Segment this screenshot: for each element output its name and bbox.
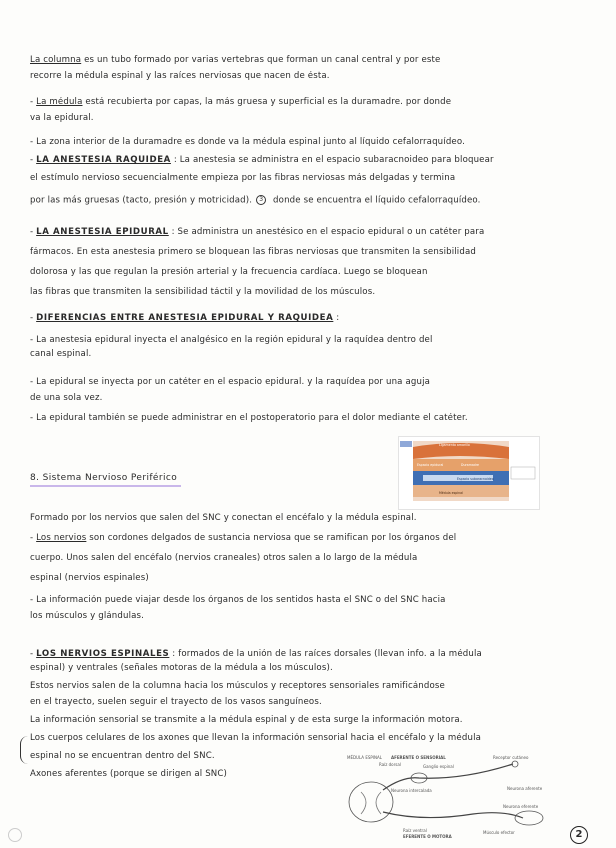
text-line: [30, 137, 586, 148]
text-line: [30, 97, 586, 108]
text-line: [30, 335, 586, 346]
text-segment: son cordones delgados de sustancia nerviosa que se ramifican por los órganos del: [86, 533, 457, 543]
text-line: [30, 173, 586, 184]
text-line: [30, 227, 586, 238]
text-line: [30, 71, 586, 82]
text-segment: espinal) y ventrales (señales motoras de la médula a los músculos).: [30, 663, 333, 673]
text-segment: va la epidural.: [30, 113, 94, 123]
text-line: [30, 553, 586, 564]
spinal-anatomy-illustration: [399, 437, 539, 509]
margin-bracket: [20, 736, 29, 764]
underlined-term: Los nervios: [36, 533, 87, 543]
text-line: [30, 195, 586, 207]
text-segment: es un tubo formado por varias vertebras que forman un canal central y por este: [81, 55, 441, 65]
text-segment: en el trayecto, suelen seguir el trayecto de los vasos sanguíneos.: [30, 697, 322, 707]
reflex-arc-illustration: [343, 752, 559, 840]
reflex-arc-figure: [343, 752, 559, 840]
text-segment: -: [30, 155, 37, 165]
text-segment: cuerpo. Unos salen del encéfalo (nervios craneales) otros salen a lo largo de la médula: [30, 553, 418, 563]
fig2-label-efferent: Neurona eferente: [503, 804, 539, 809]
underlined-term: LA ANESTESIA RAQUIDEA: [36, 155, 171, 165]
text-line: [30, 533, 586, 544]
text-segment: dolorosa y las que regulan la presión arterial y la frecuencia cardíaca. Luego se bloquean: [30, 267, 428, 277]
text-segment: - La zona interior de la duramadre es donde va la médula espinal junto al líquido cefalorraquídeo.: [30, 137, 465, 147]
spinal-anatomy-figure: [398, 436, 540, 510]
underlined-term: La médula: [36, 97, 83, 107]
fig2-label-afferent: Neurona aferente: [507, 786, 543, 791]
fig2-label-motor: EFERENTE O MOTORA: [403, 834, 452, 839]
text-line: [30, 113, 586, 124]
fig2-label-ventral-root: Raíz ventral: [403, 828, 427, 833]
text-segment: -: [30, 313, 37, 323]
text-segment: - La anestesia epidural inyecta el analgésico en la región epidural y la raquídea dentro del: [30, 335, 433, 345]
text-line: [30, 155, 586, 166]
text-line: [30, 733, 586, 744]
fig1-label-cord: Médula espinal: [439, 491, 463, 495]
text-segment: Estos nervios salen de la columna hacia los músculos y receptores sensoriales ramificándose: [30, 681, 445, 691]
text-segment: Los cuerpos celulares de los axones que llevan la información sensorial hacia el encéfalo y la médula: [30, 733, 482, 743]
text-segment: está recubierta por capas, la más gruesa y superficial es la duramadre. por donde: [82, 97, 452, 107]
text-line: [30, 513, 586, 524]
text-line: [30, 349, 586, 360]
text-line: [30, 313, 586, 324]
text-segment: : formados de la unión de las raíces dorsales (llevan info. a la médula: [169, 649, 482, 659]
fig1-label-subarachnoid: Espacio subaracnoideo: [457, 477, 494, 481]
text-segment: : Se administra un anestésico en el espacio epidural o un catéter para: [168, 227, 485, 237]
corner-mark: [8, 828, 22, 842]
fig2-label-dorsal-root: Raíz dorsal: [379, 762, 401, 767]
text-segment: por las más gruesas (tacto, presión y motricidad).: [30, 195, 253, 206]
text-segment: - La epidural se inyecta por un catéter en el espacio epidural. y la raquídea por una aguja: [30, 377, 431, 387]
text-segment: :: [333, 313, 340, 323]
text-line: [30, 649, 586, 660]
underlined-term: DIFERENCIAS ENTRE ANESTESIA EPIDURAL Y RAQUIDEA: [36, 313, 334, 323]
text-segment: los músculos y glándulas.: [30, 611, 145, 621]
text-segment: de una sola vez.: [30, 393, 103, 403]
text-segment: canal espinal.: [30, 349, 92, 359]
underlined-term: La columna: [30, 55, 82, 65]
text-segment: - La información puede viajar desde los órganos de los sentidos hasta el SNC o del SNC hacia: [30, 595, 446, 605]
text-segment: donde se encuentra el líquido cefalorraquídeo.: [270, 195, 481, 206]
text-segment: fármacos. En esta anestesia primero se bloquean las fibras nerviosas que transmiten la sensibilidad: [30, 247, 476, 257]
text-line: [30, 663, 586, 674]
text-segment: espinal (nervios espinales): [30, 573, 149, 583]
text-segment: La información sensorial se transmite a la médula espinal y de esta surge la información motora.: [30, 715, 463, 725]
text-line: [30, 413, 586, 424]
fig2-label-interneuron: Neurona intercalada: [391, 788, 432, 793]
text-segment: -: [30, 649, 37, 659]
text-segment: Axones aferentes (porque se dirigen al SNC): [30, 769, 228, 779]
text-segment: espinal no se encuentran dentro del SNC.: [30, 751, 215, 761]
fig1-label-ligament: Ligamento amarillo: [439, 443, 470, 447]
text-line: [30, 573, 586, 584]
text-line: [30, 595, 586, 606]
text-line: [30, 697, 586, 708]
text-segment: recorre la médula espinal y las raíces nerviosas que nacen de ésta.: [30, 71, 330, 81]
text-line: [30, 247, 586, 258]
fig1-label-dura: Duramadre: [461, 463, 480, 467]
circled-mark: 3: [256, 195, 266, 205]
section-title: 8. Sistema Nervioso Periférico: [30, 473, 181, 487]
text-line: [30, 611, 586, 622]
text-segment: Formado por los nervios que salen del SNC y conectan el encéfalo y la médula espinal.: [30, 513, 417, 523]
fig2-label-receptor: Receptor cutáneo: [493, 755, 529, 760]
text-segment: -: [30, 97, 37, 107]
text-line: [30, 681, 586, 692]
text-line: [30, 287, 586, 298]
page-number: 2: [570, 826, 588, 844]
fig1-label-epidural: Espacio epidural: [417, 463, 444, 467]
text-segment: - La epidural también se puede administrar en el postoperatorio para el dolor mediante el catéter.: [30, 413, 468, 423]
text-line: [30, 267, 586, 278]
text-segment: : La anestesia se administra en el espacio subaracnoideo para bloquear: [170, 155, 494, 165]
fig2-label-ganglion: Ganglio espinal: [423, 764, 454, 769]
fig2-subtitle: AFERENTE O SENSORIAL: [391, 755, 446, 760]
text-segment: -: [30, 533, 37, 543]
text-segment: el estímulo nervioso secuencialmente empieza por las fibras nerviosas más delgadas y termina: [30, 173, 456, 183]
underlined-term: LOS NERVIOS ESPINALES: [36, 649, 170, 659]
text-segment: -: [30, 227, 37, 237]
fig2-label-muscle: Músculo efector: [483, 830, 515, 835]
text-segment: las fibras que transmiten la sensibilidad táctil y la movilidad de los músculos.: [30, 287, 376, 297]
text-line: [30, 715, 586, 726]
fig2-title: MÉDULA ESPINAL: [347, 755, 382, 760]
text-line: [30, 393, 586, 404]
underlined-term: LA ANESTESIA EPIDURAL: [36, 227, 169, 237]
text-line: [30, 377, 586, 388]
text-line: [30, 55, 586, 66]
